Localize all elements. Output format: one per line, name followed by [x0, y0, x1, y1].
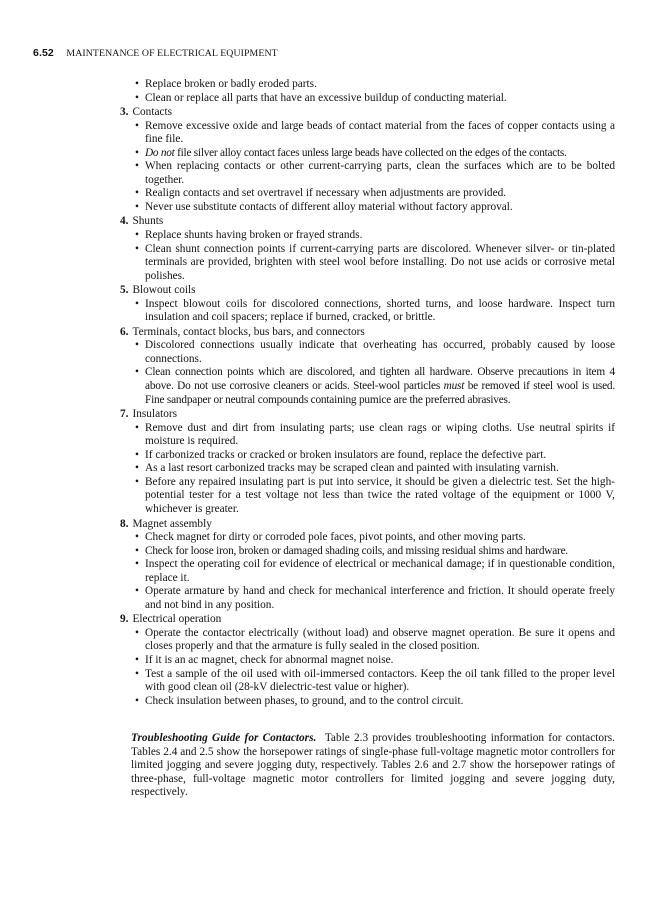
bullet-item: • Clean shunt connection points if current-carrying parts are discolored. Whenever silver- or tin-plated terminals are provided, brighten with steel wool before installing. Do not use acids or corrosive metal polishes. [131, 243, 615, 284]
bullet-item: • Remove excessive oxide and large beads of contact material from the faces of copper contacts using a fine file. [131, 120, 615, 147]
bullet-item: • Discolored connections usually indicate that overheating has occurred, probably caused by loose connections. [131, 339, 615, 366]
section-contacts [120, 106, 615, 214]
closing-paragraph [131, 732, 615, 800]
bullet-item: • Before any repaired insulating part is put into service, it should be given a dielectric test. Set the high-potential tester for a test voltage not less than twice the rated voltage of the equipment or 1000 V, whichever is greater. [131, 476, 615, 517]
section-heading [120, 518, 615, 532]
bullet-item: • If it is an ac magnet, check for abnormal magnet noise. [131, 654, 615, 668]
section-title: Terminals, contact blocks, bus bars, and connectors [132, 325, 365, 338]
paragraph-text: Table 2.3 provides troubleshooting information for contactors. Tables 2.4 and 2.5 show the horsepower ratings of single-phase full-voltage magnetic motor controllers for limited jogging and severe jogging duty, respectively. Tables 2.6 and 2.7 show the horsepower ratings of three-phase, full-voltage magnetic motor controllers for limited jogging and severe jogging duty, respectively. [131, 732, 615, 799]
section-heading [120, 215, 615, 229]
section-heading [120, 408, 615, 422]
bullet-item: • Inspect blowout coils for discolored connections, shorted turns, and loose hardware. Inspect turn insulation and coil spacers; replace if burned, cracked, or brittle. [131, 298, 615, 325]
bullet-item: • As a last resort carbonized tracks may be scraped clean and painted with insulating varnish. [131, 462, 615, 476]
paragraph-lead: Troubleshooting Guide for Contactors. [131, 732, 317, 745]
bullet-item: • Check for loose iron, broken or damaged shading coils, and missing residual shims and hardware. [131, 545, 615, 559]
section-number: 6. [120, 325, 129, 338]
section-heading [120, 613, 615, 627]
bullet-item: • Clean or replace all parts that have an excessive buildup of conducting material. [131, 92, 615, 106]
section-shunts [120, 215, 615, 283]
section-number: 5. [120, 284, 129, 297]
emphasis: Do not [145, 146, 175, 159]
bullet-item: • Realign contacts and set overtravel if necessary when adjustments are provided. [131, 187, 615, 201]
section-number: 9. [120, 613, 129, 626]
section-title: Magnet assembly [132, 517, 212, 530]
section-title: Shunts [132, 215, 164, 228]
bullet-item: • Never use substitute contacts of different alloy material without factory approval. [131, 201, 615, 215]
section-title: Insulators [132, 408, 178, 421]
bullet-item: • Inspect the operating coil for evidence of electrical or mechanical damage; if in questionable condition, replace it. [131, 558, 615, 585]
bullet-item: • Replace broken or badly eroded parts. [131, 78, 615, 92]
bullet-item: • Check insulation between phases, to ground, and to the control circuit. [131, 695, 615, 709]
section-number: 3. [120, 106, 129, 119]
section-electrical-operation [120, 613, 615, 708]
bullet-item: • Operate the contactor electrically (without load) and observe magnet operation. Be sure it opens and closes properly and that the armature is fully sealed in the closed position. [131, 627, 615, 654]
page-number: 6.52 [33, 47, 54, 59]
section-blowout-coils [120, 284, 615, 325]
bullet-item: • Remove dust and dirt from insulating parts; use clean rags or wiping cloths. Use neutral spirits if moisture is required. [131, 422, 615, 449]
section-title: Electrical operation [132, 613, 222, 626]
section-heading [120, 284, 615, 298]
section-magnet-assembly [120, 517, 615, 613]
running-title: MAINTENANCE OF ELECTRICAL EQUIPMENT [66, 48, 278, 59]
bullet-item: • Clean connection points which are discolored, and tighten all hardware. Observe precautions in item 4 above. Do not use corrosive cleaners or acids. Steel-wool particles must be removed if steel wool is used. Fine sandpaper or neutral compounds containing pumice are the preferred abrasives. [131, 366, 615, 407]
bullet-item: • Do not file silver alloy contact faces unless large beads have collected on the edges of the contacts. [131, 147, 615, 161]
emphasis: must [443, 380, 465, 393]
bullet-item: • Test a sample of the oil used with oil-immersed contactors. Keep the oil tank filled to the proper level with good clean oil (28-kV dielectric-test value or higher). [131, 668, 615, 695]
section-title: Contacts [132, 106, 173, 119]
bullet-item: • If carbonized tracks or cracked or broken insulators are found, replace the defective part. [131, 449, 615, 463]
page-header [33, 47, 278, 59]
section-number: 7. [120, 408, 129, 421]
bullet-item: • Operate armature by hand and check for mechanical interference and friction. It should operate freely and not bind in any position. [131, 585, 615, 612]
bullet-item: • Check magnet for dirty or corroded pole faces, pivot points, and other moving parts. [131, 531, 615, 545]
bullet-item: • When replacing contacts or other current-carrying parts, clean the surfaces which are to be bolted together. [131, 160, 615, 187]
section-terminals [120, 325, 615, 407]
section-heading [120, 326, 615, 340]
section-number: 8. [120, 517, 129, 530]
section-number: 4. [120, 215, 129, 228]
section-title: Blowout coils [132, 284, 196, 297]
intro-bullets [131, 78, 615, 105]
page-body [120, 78, 615, 800]
section-insulators [120, 408, 615, 516]
bullet-item: • Replace shunts having broken or frayed strands. [131, 229, 615, 243]
section-heading [120, 106, 615, 120]
